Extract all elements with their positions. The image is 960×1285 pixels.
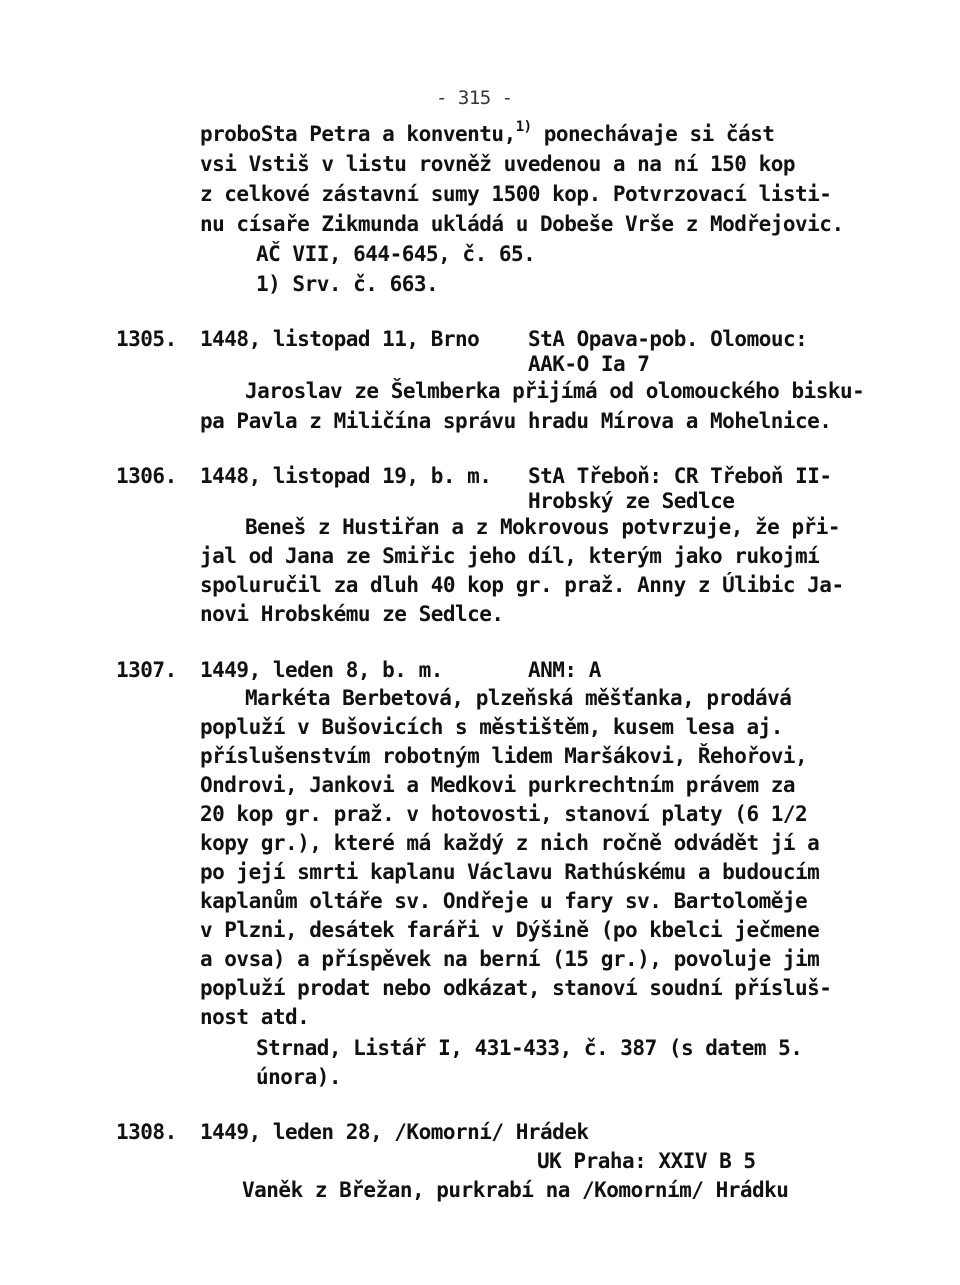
citation-line: AČ VII, 644-645, č. 65. xyxy=(256,242,536,266)
text-line: v Plzni, desátek faráři v Dýšině (po kbelci ječmene xyxy=(200,918,820,942)
text-line: novi Hrobskému ze Sedlce. xyxy=(200,602,504,626)
text-line: příslušenstvím robotným lidem Maršákovi, Řehořovi, xyxy=(200,744,808,768)
text-line: a ovsa) a příspěvek na berní (15 gr.), povoluje jim xyxy=(200,947,820,971)
text-line: popluží prodat nebo odkázat, stanoví soudní přísluš- xyxy=(200,976,832,1000)
entry-number: 1308. xyxy=(116,1120,177,1144)
text-line: spoluručil za dluh 40 kop gr. praž. Anny z Úlibic Ja- xyxy=(200,573,844,597)
entry-source: StA Třeboň: CR Třeboň II- xyxy=(528,464,832,488)
entry-number: 1305. xyxy=(116,327,177,351)
text-line: 20 kop gr. praž. v hotovosti, stanoví platy (6 1/2 xyxy=(200,802,808,826)
entry-date-place: 1448, listopad 19, b. m. xyxy=(200,464,492,488)
text-line: Ondrovi, Jankovi a Medkovi purkrechtním právem za xyxy=(200,773,796,797)
text-line: jal od Jana ze Smiřic jeho díl, kterým jako rukojmí xyxy=(200,544,820,568)
entry-date-place: 1449, leden 28, /Komorní/ Hrádek xyxy=(200,1120,589,1144)
text-line: pa Pavla z Miličína správu hradu Mírova a Mohelnice. xyxy=(200,409,832,433)
text-line: Vaněk z Břežan, purkrabí na /Komorním/ Hrádku xyxy=(242,1178,789,1202)
entry-number: 1307. xyxy=(116,658,177,682)
entry-date-place: 1448, listopad 11, Brno xyxy=(200,327,480,351)
text-line: Jaroslav ze Šelmberka přijímá od olomouckého bisku- xyxy=(245,379,865,403)
entry-source: ANM: A xyxy=(528,658,601,682)
footnote-line: 1) Srv. č. 663. xyxy=(256,272,439,296)
text-line: proboSta Petra a konventu,$^{1)}$ ponechávaje si část xyxy=(200,119,775,146)
text-line: kaplanům oltáře sv. Ondřeje u fary sv. Bartoloměje xyxy=(200,889,808,913)
text-line: nost atd. xyxy=(200,1005,310,1029)
entry-source: UK Praha: XXIV B 5 xyxy=(537,1149,756,1173)
entry-source: Hrobský ze Sedlce xyxy=(528,489,735,513)
text-line: Beneš z Hustiřan a z Mokrovous potvrzuje, že při- xyxy=(245,515,841,539)
citation-line: Strnad, Listář I, 431-433, č. 387 (s datem 5. xyxy=(256,1036,803,1060)
entry-number: 1306. xyxy=(116,464,177,488)
entry-source: StA Opava-pob. Olomouc: xyxy=(528,327,808,351)
citation-line: února). xyxy=(256,1065,342,1089)
text-line: kopy gr.), které má každý z nich ročně odvádět jí a xyxy=(200,831,820,855)
footnote-mark: 1) xyxy=(515,119,532,135)
text-line: popluží v Bušovicích s městištěm, kusem lesa aj. xyxy=(200,715,783,739)
entry-date-place: 1449, leden 8, b. m. xyxy=(200,658,443,682)
text-line: Markéta Berbetová, plzeňská měšťanka, prodává xyxy=(245,686,792,710)
text-line: nu císaře Zikmunda ukládá u Dobeše Vrše z Modřejovic. xyxy=(200,212,844,236)
text-line: z celkové zástavní sumy 1500 kop. Potvrzovací listi- xyxy=(200,182,832,206)
page-number: - 315 - xyxy=(436,87,513,109)
text-line: vsi Vstiš v listu rovněž uvedenou a na ní 150 kop xyxy=(200,152,796,176)
entry-source: AAK-O Ia 7 xyxy=(528,352,650,376)
text-line: po její smrti kaplanu Václavu Rathúskému a budoucím xyxy=(200,860,820,884)
